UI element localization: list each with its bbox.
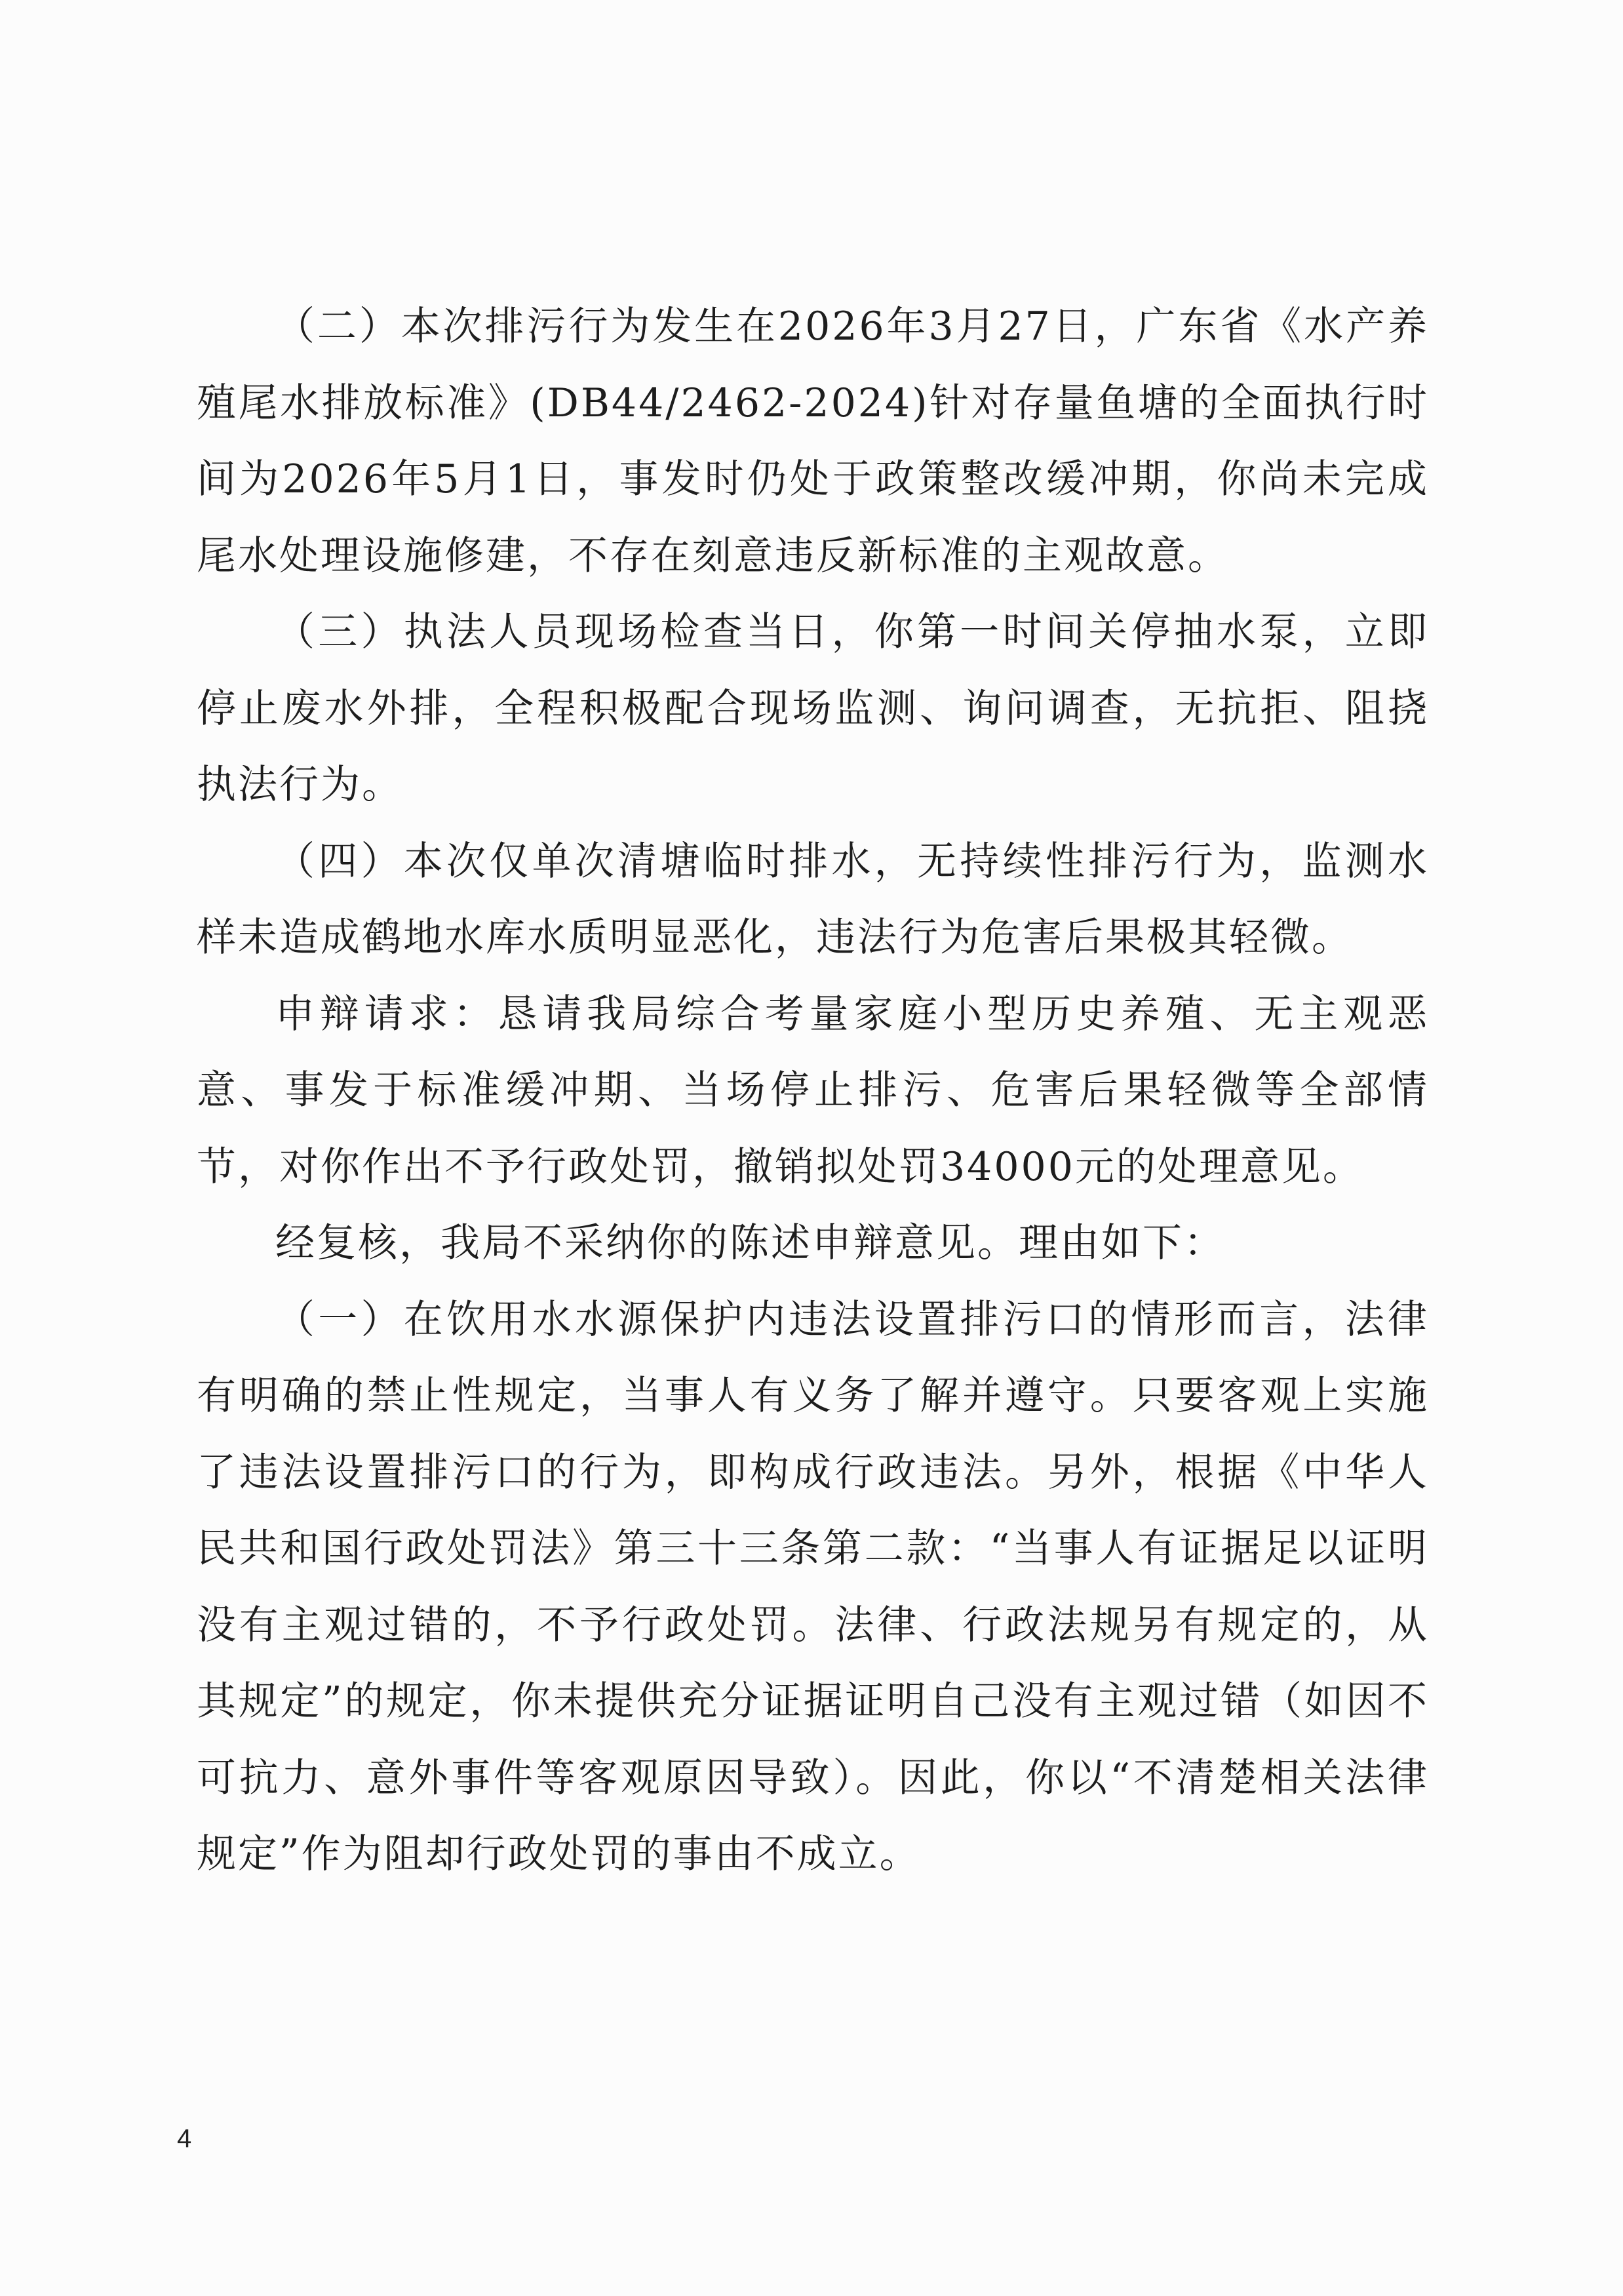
review-conclusion-paragraph: 经复核，我局不采纳你的陈述申辩意见。理由如下： (275, 1220, 1225, 1266)
reason-item-1: （一）在饮用水水源保护内违法设置排污口的情形而言，法律有明确的禁止性规定，当事人有义务了解并遵守。只要客观上实施了违法设置排污口的行为，即构成行政违法。另外，根据《中华人民共和国行政处罚法》第三十三条第二款：“当事人有证据足以证明没有主观过错的，不予行政处罚。法律、行政法规另有规定的，从其规定”的规定，你未提供充分证据证明自己没有主观过错（如因不可抗力、意外事件等客观原因导致）。因此，你以“不清楚相关法律规定”作为阻却行政处罚的事由不成立。 (197, 1296, 1429, 1877)
paragraph-item-4: （四）本次仅单次清塘临时排水，无持续性排污行为，监测水样未造成鹤地水库水质明显恶化，违法行为危害后果极其轻微。 (197, 838, 1429, 960)
page-number: 4 (177, 2124, 192, 2153)
defense-request-paragraph: 申辩请求：恳请我局综合考量家庭小型历史养殖、无主观恶意、事发于标准缓冲期、当场停止排污、危害后果轻微等全部情节，对你作出不予行政处罚，撤销拟处罚34000元的处理意见。 (197, 991, 1429, 1190)
paragraph-item-3: （三）执法人员现场检查当日，你第一时间关停抽水泵，立即停止废水外排，全程积极配合现场监测、询问调查，无抗拒、阻挠执法行为。 (197, 609, 1429, 808)
document-body (197, 288, 1429, 1893)
paragraph-item-2: （二）本次排污行为发生在2026年3月27日，广东省《水产养殖尾水排放标准》(DB44/2462-2024)针对存量鱼塘的全面执行时间为2026年5月1日，事发时仍处于政策整改缓冲期，你尚未完成尾水处理设施修建，不存在刻意违反新标准的主观故意。 (197, 304, 1429, 579)
